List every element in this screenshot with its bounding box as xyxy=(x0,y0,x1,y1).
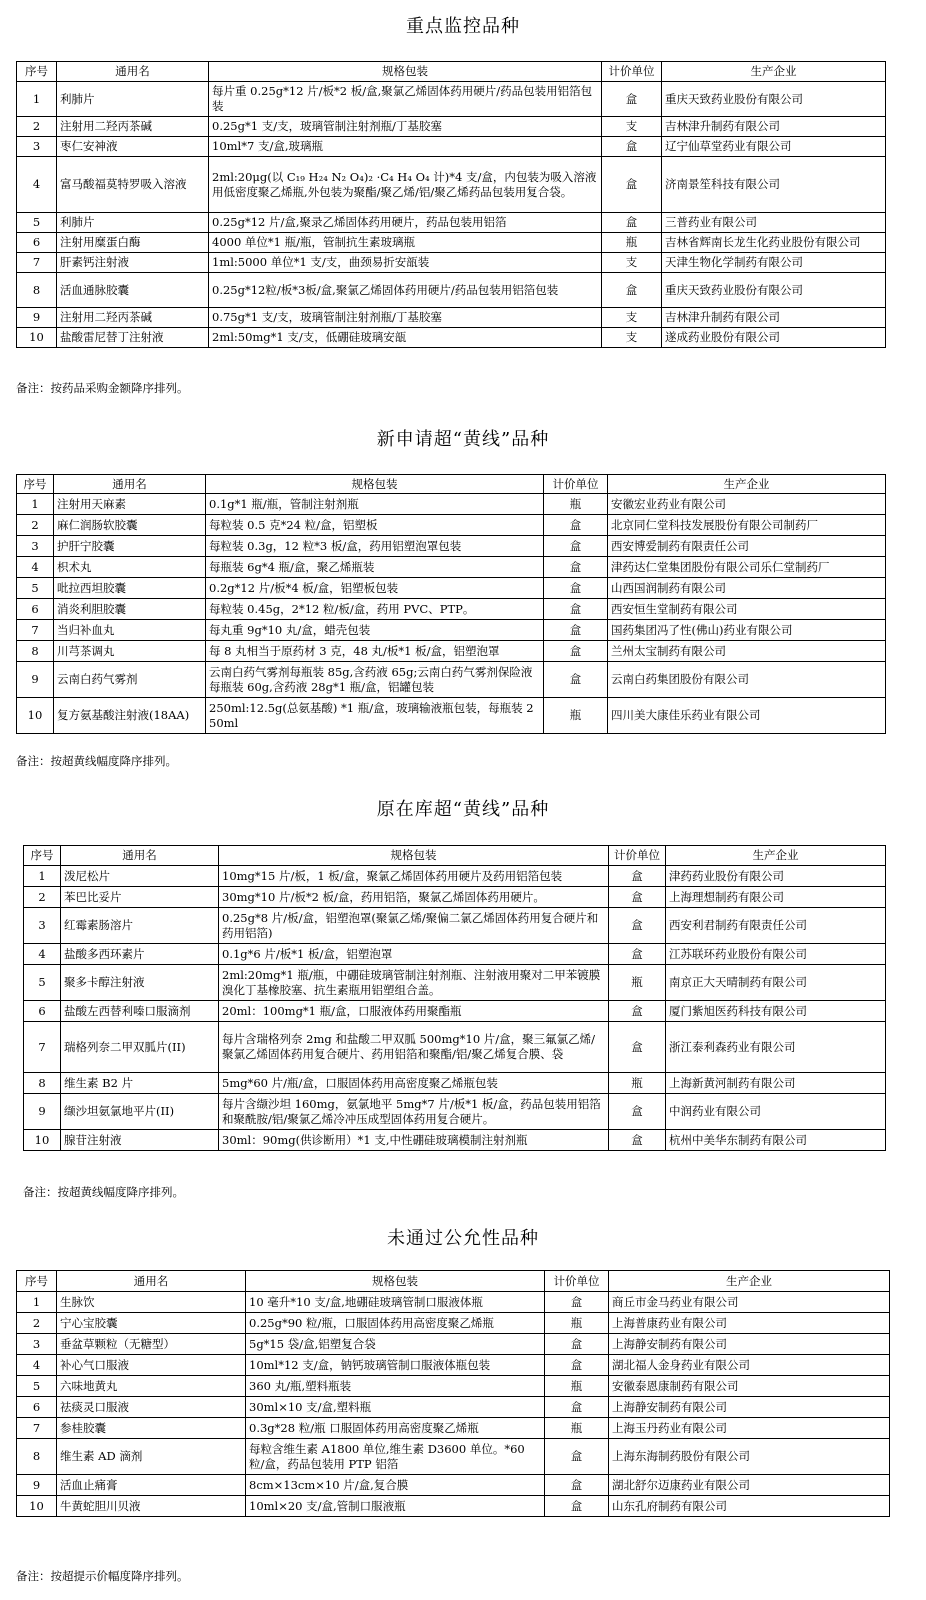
table-row xyxy=(17,578,886,599)
section-3-table xyxy=(23,845,886,1151)
cell-spec: 8cm×13cm×10 片/盒,复合膜 xyxy=(246,1475,545,1496)
cell-manufacturer: 遂成药业股份有限公司 xyxy=(662,328,886,348)
header-index: 序号 xyxy=(17,475,54,494)
header-row xyxy=(17,1271,890,1292)
table-row xyxy=(17,599,886,620)
cell-manufacturer: 杭州中美华东制药有限公司 xyxy=(666,1130,886,1151)
cell-unit: 盒 xyxy=(609,944,666,965)
cell-generic-name: 祛痰灵口服液 xyxy=(57,1397,246,1418)
cell-generic-name: 注射用糜蛋白酶 xyxy=(57,233,209,253)
table-row xyxy=(17,117,886,137)
cell-spec: 5g*15 袋/盒,铝塑复合袋 xyxy=(246,1334,545,1355)
section-1-note: 备注：按药品采购金额降序排列。 xyxy=(16,381,189,395)
cell-generic-name: 补心气口服液 xyxy=(57,1355,246,1376)
cell-unit: 盒 xyxy=(544,557,608,578)
cell-manufacturer: 安徽泰恩康制药有限公司 xyxy=(609,1376,890,1397)
cell-generic-name: 盐酸多西环素片 xyxy=(61,944,219,965)
cell-spec: 每粒装 0.3g，12 粒*3 板/盒，药用铝塑泡罩包装 xyxy=(206,536,544,557)
cell-manufacturer: 西安博爱制药有限责任公司 xyxy=(608,536,886,557)
table-row xyxy=(17,328,886,348)
cell-index: 9 xyxy=(24,1094,61,1130)
cell-generic-name: 宁心宝胶囊 xyxy=(57,1313,246,1334)
cell-manufacturer: 安徽宏业药业有限公司 xyxy=(608,494,886,515)
cell-spec: 10ml*12 支/盒，钠钙玻璃管制口服液体瓶包装 xyxy=(246,1355,545,1376)
cell-generic-name: 参桂胶囊 xyxy=(57,1418,246,1439)
cell-manufacturer: 上海静安制药有限公司 xyxy=(609,1397,890,1418)
cell-spec: 2ml:20μg(以 C₁₉ H₂₄ N₂ O₄)₂ ·C₄ H₄ O₄ 计)*4 支/盒，内包装为吸入溶液用低密度聚乙烯瓶,外包装为聚酯/聚乙烯/铝/聚乙烯药品包装用复合袋。 xyxy=(209,157,602,213)
cell-unit: 盒 xyxy=(602,157,662,213)
cell-generic-name: 注射用二羟丙茶碱 xyxy=(57,308,209,328)
cell-manufacturer: 西安利君制药有限责任公司 xyxy=(666,908,886,944)
table-header xyxy=(24,846,886,866)
cell-generic-name: 牛黄蛇胆川贝液 xyxy=(57,1496,246,1517)
cell-unit: 瓶 xyxy=(545,1313,609,1334)
cell-generic-name: 苯巴比妥片 xyxy=(61,887,219,908)
cell-index: 5 xyxy=(17,578,54,599)
cell-spec: 5mg*60 片/瓶/盒，口服固体药用高密度聚乙烯瓶包装 xyxy=(219,1073,609,1094)
cell-spec: 每丸重 9g*10 丸/盒，蜡壳包装 xyxy=(206,620,544,641)
cell-manufacturer: 四川美大康佳乐药业有限公司 xyxy=(608,698,886,734)
cell-manufacturer: 吉林津升制药有限公司 xyxy=(662,117,886,137)
cell-generic-name: 当归补血丸 xyxy=(54,620,206,641)
table-row xyxy=(24,1094,886,1130)
cell-generic-name: 消炎利胆胶囊 xyxy=(54,599,206,620)
cell-manufacturer: 国药集团冯了性(佛山)药业有限公司 xyxy=(608,620,886,641)
table-row xyxy=(17,1355,890,1376)
table-row xyxy=(24,965,886,1001)
table-row xyxy=(17,1418,890,1439)
table-row xyxy=(17,515,886,536)
cell-index: 1 xyxy=(17,1292,57,1313)
header-unit: 计价单位 xyxy=(544,475,608,494)
cell-index: 10 xyxy=(17,328,57,348)
cell-spec: 10ml*7 支/盒,玻璃瓶 xyxy=(209,137,602,157)
cell-generic-name: 川芎茶调丸 xyxy=(54,641,206,662)
cell-generic-name: 腺苷注射液 xyxy=(61,1130,219,1151)
cell-manufacturer: 辽宁仙草堂药业有限公司 xyxy=(662,137,886,157)
cell-generic-name: 泼尼松片 xyxy=(61,866,219,887)
cell-spec: 0.3g*28 粒/瓶 口服固体药用高密度聚乙烯瓶 xyxy=(246,1418,545,1439)
cell-manufacturer: 重庆天致药业股份有限公司 xyxy=(662,273,886,308)
cell-generic-name: 六味地黄丸 xyxy=(57,1376,246,1397)
cell-spec: 10 毫升*10 支/盒,地硼硅玻璃管制口服液体瓶 xyxy=(246,1292,545,1313)
cell-spec: 0.75g*1 支/支，玻璃管制注射剂瓶/丁基胶塞 xyxy=(209,308,602,328)
table-row xyxy=(17,1475,890,1496)
table-row xyxy=(24,944,886,965)
cell-index: 8 xyxy=(17,273,57,308)
cell-manufacturer: 津药药业股份有限公司 xyxy=(666,866,886,887)
cell-spec: 30mg*10 片/板*2 板/盒，药用铝箔，聚氯乙烯固体药用硬片。 xyxy=(219,887,609,908)
table-row xyxy=(17,82,886,117)
cell-generic-name: 注射用天麻素 xyxy=(54,494,206,515)
cell-index: 4 xyxy=(24,944,61,965)
table-row xyxy=(24,887,886,908)
cell-index: 1 xyxy=(24,866,61,887)
cell-manufacturer: 上海新黄河制药有限公司 xyxy=(666,1073,886,1094)
cell-index: 1 xyxy=(17,82,57,117)
cell-generic-name: 维生素 B2 片 xyxy=(61,1073,219,1094)
table-header xyxy=(17,475,886,494)
cell-unit: 盒 xyxy=(545,1496,609,1517)
cell-spec: 10mg*15 片/板，1 板/盒，聚氯乙烯固体药用硬片及药用铝箔包装 xyxy=(219,866,609,887)
header-manufacturer: 生产企业 xyxy=(662,62,886,82)
header-manufacturer: 生产企业 xyxy=(609,1271,890,1292)
cell-spec: 0.25g*12粒/板*3板/盒,聚氯乙烯固体药用硬片/药品包装用铝箔包装 xyxy=(209,273,602,308)
cell-spec: 360 丸/瓶,塑料瓶装 xyxy=(246,1376,545,1397)
header-index: 序号 xyxy=(17,62,57,82)
cell-index: 9 xyxy=(17,308,57,328)
cell-spec: 每片含缬沙坦 160mg，氨氯地平 5mg*7 片/板*1 板/盒，药品包装用铝箔和聚酰胺/铝/聚氯乙烯冷冲压成型固体药用复合硬片。 xyxy=(219,1094,609,1130)
cell-unit: 盒 xyxy=(545,1475,609,1496)
cell-index: 5 xyxy=(24,965,61,1001)
section-2-table xyxy=(16,474,886,734)
table-row xyxy=(17,536,886,557)
table-row xyxy=(17,620,886,641)
cell-generic-name: 吡拉西坦胶囊 xyxy=(54,578,206,599)
cell-generic-name: 护肝宁胶囊 xyxy=(54,536,206,557)
cell-index: 1 xyxy=(17,494,54,515)
cell-index: 6 xyxy=(17,233,57,253)
cell-generic-name: 维生素 AD 滴剂 xyxy=(57,1439,246,1475)
cell-spec: 每片含瑞格列奈 2mg 和盐酸二甲双胍 500mg*10 片/盒，聚三氟氯乙烯/聚氯乙烯固体药用复合硬片、药用铝箔和聚酯/铝/聚乙烯复合膜、袋 xyxy=(219,1022,609,1073)
cell-manufacturer: 云南白药集团股份有限公司 xyxy=(608,662,886,698)
cell-generic-name: 富马酸福莫特罗吸入溶液 xyxy=(57,157,209,213)
cell-generic-name: 枳术丸 xyxy=(54,557,206,578)
section-1-title: 重点监控品种 xyxy=(406,16,520,37)
cell-generic-name: 利肺片 xyxy=(57,82,209,117)
cell-unit: 盒 xyxy=(544,641,608,662)
table-row xyxy=(17,137,886,157)
cell-spec: 每粒装 0.45g，2*12 粒/板/盒，药用 PVC、PTP。 xyxy=(206,599,544,620)
table-row xyxy=(17,494,886,515)
table-row xyxy=(17,273,886,308)
cell-index: 9 xyxy=(17,1475,57,1496)
cell-index: 7 xyxy=(24,1022,61,1073)
table-row xyxy=(17,1334,890,1355)
cell-index: 9 xyxy=(17,662,54,698)
table-row xyxy=(24,866,886,887)
cell-index: 4 xyxy=(17,557,54,578)
cell-spec: 0.25g*12 片/盒,聚录乙烯固体药用硬片，药品包装用铝箔 xyxy=(209,213,602,233)
cell-unit: 盒 xyxy=(609,866,666,887)
header-manufacturer: 生产企业 xyxy=(666,846,886,866)
cell-index: 7 xyxy=(17,620,54,641)
cell-index: 5 xyxy=(17,213,57,233)
cell-manufacturer: 商丘市金马药业有限公司 xyxy=(609,1292,890,1313)
cell-unit: 支 xyxy=(602,117,662,137)
cell-generic-name: 枣仁安神液 xyxy=(57,137,209,157)
cell-spec: 云南白药气雾剂每瓶装 85g,含药液 65g;云南白药气雾剂保险液每瓶装 60g,含药液 28g*1 瓶/盒，铝罐包装 xyxy=(206,662,544,698)
cell-spec: 0.2g*12 片/板*4 板/盒，铝塑板包装 xyxy=(206,578,544,599)
cell-manufacturer: 浙江泰利森药业有限公司 xyxy=(666,1022,886,1073)
cell-unit: 瓶 xyxy=(609,965,666,1001)
cell-spec: 0.1g*1 瓶/瓶，管制注射剂瓶 xyxy=(206,494,544,515)
cell-unit: 盒 xyxy=(609,1022,666,1073)
cell-unit: 盒 xyxy=(545,1439,609,1475)
cell-index: 3 xyxy=(24,908,61,944)
cell-generic-name: 盐酸雷尼替丁注射液 xyxy=(57,328,209,348)
cell-unit: 盒 xyxy=(609,1130,666,1151)
cell-spec: 2ml:50mg*1 支/支，低硼硅玻璃安瓿 xyxy=(209,328,602,348)
cell-manufacturer: 西安恒生堂制药有限公司 xyxy=(608,599,886,620)
cell-manufacturer: 上海静安制药有限公司 xyxy=(609,1334,890,1355)
cell-unit: 瓶 xyxy=(545,1418,609,1439)
cell-unit: 盒 xyxy=(609,1001,666,1022)
cell-generic-name: 注射用二羟丙茶碱 xyxy=(57,117,209,137)
header-row xyxy=(17,475,886,494)
section-4-table xyxy=(16,1270,890,1517)
cell-spec: 每瓶装 6g*4 瓶/盒，聚乙烯瓶装 xyxy=(206,557,544,578)
cell-manufacturer: 上海普康药业有限公司 xyxy=(609,1313,890,1334)
cell-manufacturer: 三普药业有限公司 xyxy=(662,213,886,233)
header-generic-name: 通用名 xyxy=(61,846,219,866)
cell-manufacturer: 江苏联环药业股份有限公司 xyxy=(666,944,886,965)
table-row xyxy=(24,1130,886,1151)
cell-manufacturer: 南京正大天晴制药有限公司 xyxy=(666,965,886,1001)
cell-unit: 盒 xyxy=(609,908,666,944)
cell-generic-name: 缬沙坦氨氯地平片(II) xyxy=(61,1094,219,1130)
cell-unit: 瓶 xyxy=(544,698,608,734)
cell-spec: 30ml×10 支/盒,塑料瓶 xyxy=(246,1397,545,1418)
cell-unit: 盒 xyxy=(545,1292,609,1313)
cell-index: 4 xyxy=(17,1355,57,1376)
table-row xyxy=(17,1313,890,1334)
cell-unit: 支 xyxy=(602,253,662,273)
cell-manufacturer: 吉林津升制药有限公司 xyxy=(662,308,886,328)
cell-manufacturer: 北京同仁堂科技发展股份有限公司制药厂 xyxy=(608,515,886,536)
cell-unit: 盒 xyxy=(602,273,662,308)
cell-generic-name: 瑞格列奈二甲双胍片(II) xyxy=(61,1022,219,1073)
table-row xyxy=(17,1292,890,1313)
cell-manufacturer: 上海东海制药股份有限公司 xyxy=(609,1439,890,1475)
cell-unit: 盒 xyxy=(544,662,608,698)
header-unit: 计价单位 xyxy=(545,1271,609,1292)
cell-generic-name: 盐酸左西替利嗪口服滴剂 xyxy=(61,1001,219,1022)
cell-index: 3 xyxy=(17,137,57,157)
cell-unit: 支 xyxy=(602,328,662,348)
cell-spec: 30ml：90mg(供诊断用）*1 支,中性硼硅玻璃模制注射剂瓶 xyxy=(219,1130,609,1151)
cell-unit: 盒 xyxy=(544,578,608,599)
cell-index: 2 xyxy=(17,1313,57,1334)
cell-unit: 盒 xyxy=(544,620,608,641)
header-unit: 计价单位 xyxy=(609,846,666,866)
header-spec: 规格包装 xyxy=(209,62,602,82)
cell-unit: 瓶 xyxy=(545,1376,609,1397)
cell-unit: 瓶 xyxy=(602,233,662,253)
cell-manufacturer: 上海理想制药有限公司 xyxy=(666,887,886,908)
cell-generic-name: 复方氨基酸注射液(18AA) xyxy=(54,698,206,734)
table-row xyxy=(17,308,886,328)
cell-index: 8 xyxy=(24,1073,61,1094)
cell-unit: 盒 xyxy=(544,536,608,557)
cell-generic-name: 生脉饮 xyxy=(57,1292,246,1313)
cell-index: 2 xyxy=(17,117,57,137)
header-generic-name: 通用名 xyxy=(57,62,209,82)
section-3-note: 备注：按超黄线幅度降序排列。 xyxy=(23,1185,184,1199)
table-header xyxy=(17,1271,890,1292)
header-manufacturer: 生产企业 xyxy=(608,475,886,494)
table-row xyxy=(17,1439,890,1475)
cell-spec: 每粒含维生素 A1800 单位,维生素 D3600 单位。*60 粒/盒，药品包装用 PTP 铝箔 xyxy=(246,1439,545,1475)
cell-generic-name: 麻仁润肠软胶囊 xyxy=(54,515,206,536)
cell-index: 8 xyxy=(17,1439,57,1475)
cell-spec: 0.25g*8 片/板/盒，铝塑泡罩(聚氯乙烯/聚偏二氯乙烯固体药用复合硬片和药用铝箔) xyxy=(219,908,609,944)
table-row xyxy=(17,253,886,273)
cell-spec: 每粒装 0.5 克*24 粒/盒，铝塑板 xyxy=(206,515,544,536)
cell-manufacturer: 吉林省辉南长龙生化药业股份有限公司 xyxy=(662,233,886,253)
cell-manufacturer: 山东孔府制药有限公司 xyxy=(609,1496,890,1517)
header-spec: 规格包装 xyxy=(246,1271,545,1292)
cell-spec: 每片重 0.25g*12 片/板*2 板/盒,聚氯乙烯固体药用硬片/药品包装用铝箔包装 xyxy=(209,82,602,117)
cell-unit: 盒 xyxy=(609,1094,666,1130)
table-row xyxy=(24,1022,886,1073)
cell-index: 10 xyxy=(17,698,54,734)
cell-manufacturer: 厦门紫旭医药科技有限公司 xyxy=(666,1001,886,1022)
section-2-note: 备注：按超黄线幅度降序排列。 xyxy=(16,754,177,768)
cell-unit: 盒 xyxy=(602,213,662,233)
cell-generic-name: 活血止痛膏 xyxy=(57,1475,246,1496)
cell-manufacturer: 湖北福人金身药业有限公司 xyxy=(609,1355,890,1376)
cell-unit: 盒 xyxy=(545,1355,609,1376)
section-4-title: 未通过公允性品种 xyxy=(387,1228,539,1249)
cell-index: 10 xyxy=(24,1130,61,1151)
table-header xyxy=(17,62,886,82)
table-row xyxy=(17,213,886,233)
cell-spec: 250ml:12.5g(总氨基酸) *1 瓶/盒，玻璃输液瓶包装，每瓶装 250ml xyxy=(206,698,544,734)
header-generic-name: 通用名 xyxy=(54,475,206,494)
cell-generic-name: 活血通脉胶囊 xyxy=(57,273,209,308)
cell-generic-name: 云南白药气雾剂 xyxy=(54,662,206,698)
cell-manufacturer: 津药达仁堂集团股份有限公司乐仁堂制药厂 xyxy=(608,557,886,578)
cell-unit: 盒 xyxy=(544,515,608,536)
header-index: 序号 xyxy=(17,1271,57,1292)
cell-manufacturer: 天津生物化学制药有限公司 xyxy=(662,253,886,273)
header-row xyxy=(17,62,886,82)
cell-spec: 4000 单位*1 瓶/瓶，管制抗生素玻璃瓶 xyxy=(209,233,602,253)
cell-manufacturer: 山西国润制药有限公司 xyxy=(608,578,886,599)
table-row xyxy=(24,1001,886,1022)
table-row xyxy=(17,698,886,734)
cell-index: 3 xyxy=(17,1334,57,1355)
cell-index: 8 xyxy=(17,641,54,662)
cell-unit: 盒 xyxy=(602,137,662,157)
cell-generic-name: 垂盆草颗粒（无糖型） xyxy=(57,1334,246,1355)
cell-manufacturer: 兰州太宝制药有限公司 xyxy=(608,641,886,662)
header-unit: 计价单位 xyxy=(602,62,662,82)
header-row xyxy=(24,846,886,866)
cell-index: 6 xyxy=(24,1001,61,1022)
cell-manufacturer: 重庆天致药业股份有限公司 xyxy=(662,82,886,117)
cell-unit: 瓶 xyxy=(544,494,608,515)
cell-unit: 瓶 xyxy=(609,1073,666,1094)
cell-generic-name: 肝素钙注射液 xyxy=(57,253,209,273)
section-4-note: 备注：按超提示价幅度降序排列。 xyxy=(16,1569,189,1583)
cell-index: 7 xyxy=(17,1418,57,1439)
cell-unit: 盒 xyxy=(545,1334,609,1355)
table-row xyxy=(24,908,886,944)
cell-index: 6 xyxy=(17,599,54,620)
cell-generic-name: 聚多卡醇注射液 xyxy=(61,965,219,1001)
cell-spec: 0.1g*6 片/板*1 板/盒，铝塑泡罩 xyxy=(219,944,609,965)
cell-spec: 10ml×20 支/盒,管制口服液瓶 xyxy=(246,1496,545,1517)
table-row xyxy=(17,1397,890,1418)
table-row xyxy=(17,233,886,253)
table-row xyxy=(17,641,886,662)
header-generic-name: 通用名 xyxy=(57,1271,246,1292)
header-spec: 规格包装 xyxy=(206,475,544,494)
table-row xyxy=(17,557,886,578)
cell-manufacturer: 中润药业有限公司 xyxy=(666,1094,886,1130)
cell-spec: 0.25g*1 支/支，玻璃管制注射剂瓶/丁基胶塞 xyxy=(209,117,602,137)
cell-index: 2 xyxy=(17,515,54,536)
section-3-title: 原在库超“黄线”品种 xyxy=(376,799,550,820)
table-row xyxy=(17,662,886,698)
table-row xyxy=(17,1496,890,1517)
cell-unit: 盒 xyxy=(544,599,608,620)
cell-index: 7 xyxy=(17,253,57,273)
section-1-table xyxy=(16,61,886,348)
cell-unit: 盒 xyxy=(545,1397,609,1418)
cell-manufacturer: 上海玉丹药业有限公司 xyxy=(609,1418,890,1439)
header-index: 序号 xyxy=(24,846,61,866)
table-row xyxy=(17,1376,890,1397)
cell-manufacturer: 湖北舒尔迈康药业有限公司 xyxy=(609,1475,890,1496)
cell-generic-name: 利肺片 xyxy=(57,213,209,233)
cell-unit: 盒 xyxy=(602,82,662,117)
cell-index: 2 xyxy=(24,887,61,908)
table-row xyxy=(17,157,886,213)
cell-spec: 每 8 丸相当于原药材 3 克，48 丸/板*1 板/盒，铝塑泡罩 xyxy=(206,641,544,662)
cell-spec: 2ml:20mg*1 瓶/瓶，中硼硅玻璃管制注射剂瓶、注射液用聚对二甲苯镀膜溴化丁基橡胶塞、抗生素瓶用铝塑组合盖。 xyxy=(219,965,609,1001)
cell-spec: 20ml：100mg*1 瓶/盒，口服液体药用聚酯瓶 xyxy=(219,1001,609,1022)
header-spec: 规格包装 xyxy=(219,846,609,866)
cell-spec: 1ml:5000 单位*1 支/支，曲颈易折安瓿装 xyxy=(209,253,602,273)
cell-index: 10 xyxy=(17,1496,57,1517)
cell-generic-name: 红霉素肠溶片 xyxy=(61,908,219,944)
cell-index: 4 xyxy=(17,157,57,213)
cell-index: 6 xyxy=(17,1397,57,1418)
section-2-title: 新申请超“黄线”品种 xyxy=(376,429,550,450)
cell-index: 5 xyxy=(17,1376,57,1397)
table-row xyxy=(24,1073,886,1094)
cell-spec: 0.25g*90 粒/瓶，口服固体药用高密度聚乙烯瓶 xyxy=(246,1313,545,1334)
cell-unit: 支 xyxy=(602,308,662,328)
cell-index: 3 xyxy=(17,536,54,557)
cell-manufacturer: 济南景笙科技有限公司 xyxy=(662,157,886,213)
cell-unit: 盒 xyxy=(609,887,666,908)
